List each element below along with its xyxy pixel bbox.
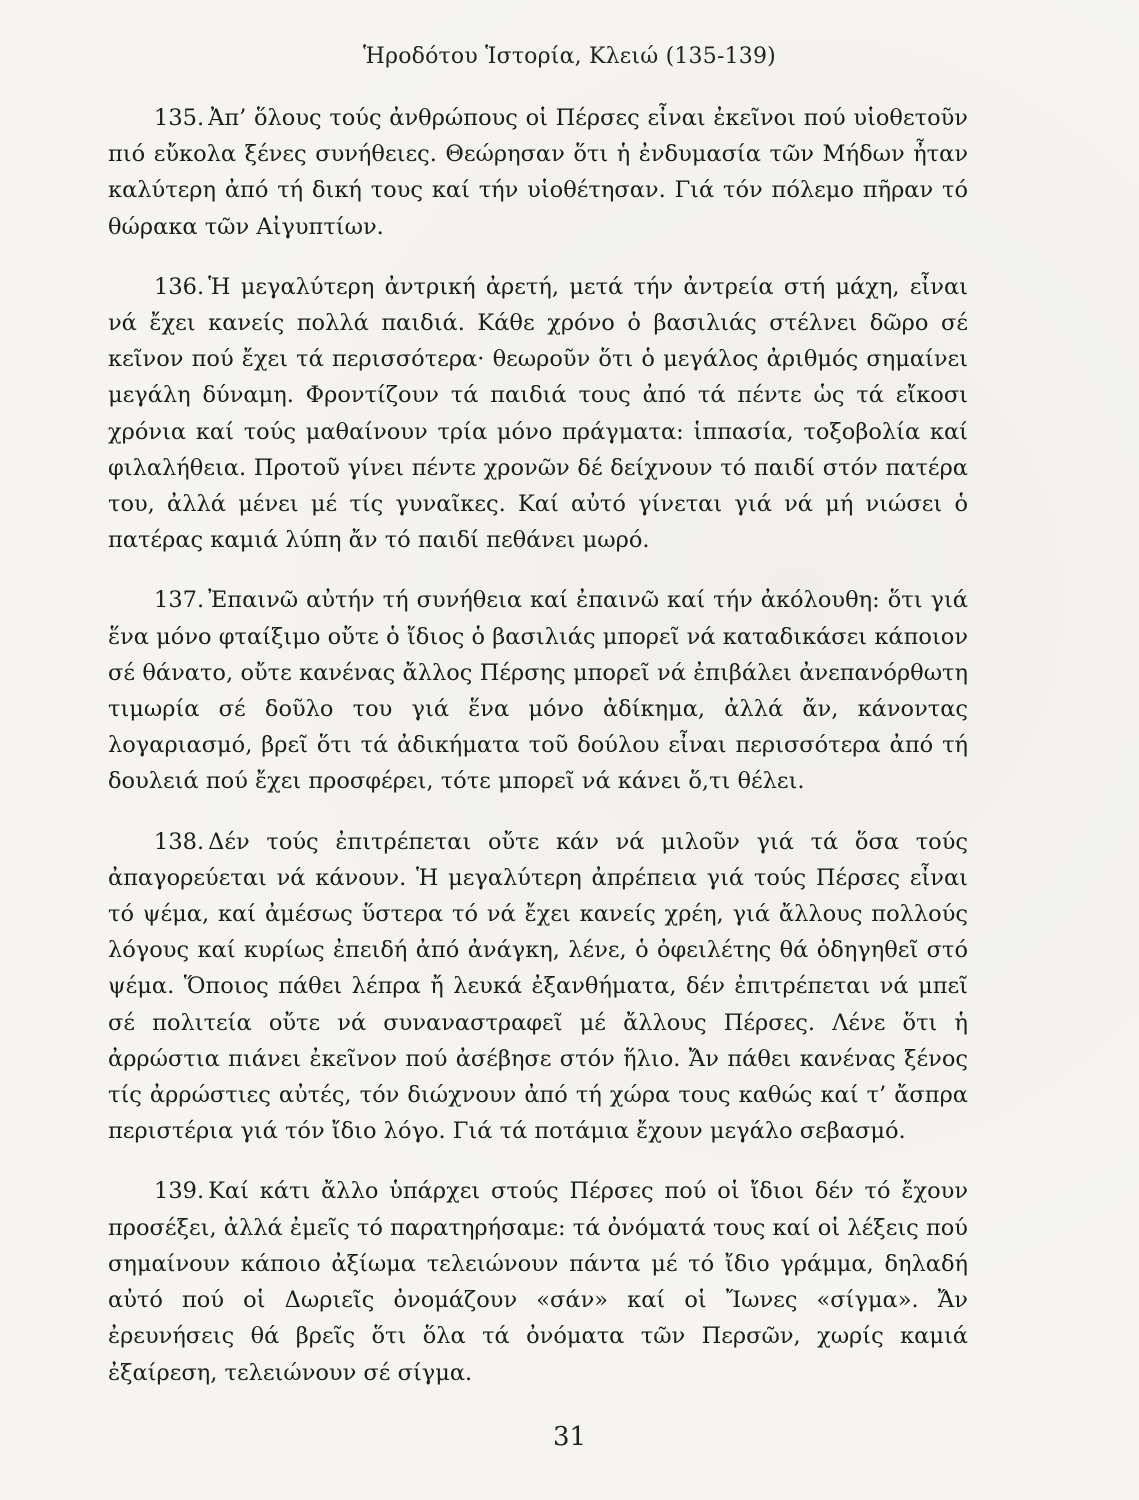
chapter-136 xyxy=(108,269,968,559)
chapter-text: Ἐπαινῶ αὐτήν τή συνήθεια καί ἐπαινῶ καί τήν ἀκόλουθη: ὅτι γιά ἕνα μόνο φταίξιμο οὔτε ὁ ἴδιος ὁ βασιλιάς μπορεῖ νά καταδικάσει κάποιον σέ θάνατο, οὔτε κανένας ἄλλος Πέρσης μπορεῖ νά ἐπιβάλει ἀνεπανόρθωτη τιμωρία σέ δοῦλο του γιά ἕνα μόνο ἀδίκημα, ἀλλά ἄν, κάνοντας λογαριασμό, βρεῖ ὅτι τά ἀδικήματα τοῦ δούλου εἶναι περισσότερα ἀπό τή δουλειά πού ἔχει προσφέρει, τότε μπορεῖ νά κάνει ὅ,τι θέλει. xyxy=(108,587,968,795)
chapter-135 xyxy=(108,100,968,245)
chapter-137 xyxy=(108,582,968,799)
running-head: Ἡροδότου Ἱστορία, Κλειώ (135-139) xyxy=(363,44,776,69)
chapter-number: 136. xyxy=(154,273,205,300)
chapter-138 xyxy=(108,824,968,1150)
chapter-139 xyxy=(108,1173,968,1390)
text-block xyxy=(108,100,968,1415)
chapter-text: Καί κάτι ἄλλο ὑπάρχει στούς Πέρσες πού οἱ ἴδιοι δέν τό ἔχουν προσέξει, ἀλλά ἐμεῖς τό παρατηρήσαμε: τά ὀνόματά τους καί οἱ λέξεις πού σημαίνουν κάποιο ἀξίωμα τελειώνουν πάντα μέ τό ἴδιο γράμμα, δηλαδή αὐτό πού οἱ Δωριεῖς ὀνομάζουν «σάν» καί οἱ Ἴωνες «σίγμα». Ἄν ἐρευνήσεις θά βρεῖς ὅτι ὅλα τά ὀνόματα τῶν Περσῶν, χωρίς καμιά ἐξαίρεση, τελειώνουν σέ σίγμα. xyxy=(108,1178,968,1386)
chapter-text: Δέν τούς ἐπιτρέπεται οὔτε κάν νά μιλοῦν γιά τά ὅσα τούς ἀπαγορεύεται νά κάνουν. Ἡ μεγαλύτερη ἀπρέπεια γιά τούς Πέρσες εἶναι τό ψέμα, καί ἀμέσως ὕστερα τό νά ἔχει κανείς χρέη, γιά ἄλλους πολλούς λόγους καί κυρίως ἐπειδή ἀπό ἀνάγκη, λένε, ὁ ὀφειλέτης θά ὁδηγηθεῖ στό ψέμα. Ὅποιος πάθει λέπρα ἤ λευκά ἐξανθήματα, δέν ἐπιτρέπεται νά μπεῖ σέ πολιτεία οὔτε νά συναναστραφεῖ μέ ἄλλους Πέρσες. Λένε ὅτι ἡ ἀρρώστια πιάνει ἐκεῖνον πού ἀσέβησε στόν ἥλιο. Ἄν πάθει κανένας ξένος τίς ἀρρώστιες αὐτές, τόν διώχνουν ἀπό τή χώρα τους καθώς καί τ’ ἄσπρα περιστέρια γιά τόν ἴδιο λόγο. Γιά τά ποτάμια ἔχουν μεγάλο σεβασμό. xyxy=(108,828,968,1145)
page-number: 31 xyxy=(552,1422,587,1452)
chapter-number: 135. xyxy=(154,105,205,131)
chapter-number: 137. xyxy=(154,587,205,614)
chapter-text: Ἀπ’ ὅλους τούς ἀνθρώπους οἱ Πέρσες εἶναι ἐκεῖνοι πού υἱοθετοῦν πιό εὔκολα ξένες συνήθειες. Θεώρησαν ὅτι ἡ ἐνδυμασία τῶν Μήδων ἦταν καλύτερη ἀπό τή δική τους καί τήν υἱοθέτησαν. Γιά τόν πόλεμο πῆραν τό θώρακα τῶν Αἰγυπτίων. xyxy=(108,105,968,240)
chapter-number: 139. xyxy=(154,1178,205,1205)
chapter-number: 138. xyxy=(154,828,205,855)
chapter-text: Ἡ μεγαλύτερη ἀντρική ἀρετή, μετά τήν ἀντρεία στή μάχη, εἶναι νά ἔχει κανείς πολλά παιδιά. Κάθε χρόνο ὁ βασιλιάς στέλνει δῶρο σέ κεῖνον πού ἔχει τά περισσότερα· θεωροῦν ὅτι ὁ μεγάλος ἀριθμός σημαίνει μεγάλη δύναμη. Φροντίζουν τά παιδιά τους ἀπό τά πέντε ὡς τά εἴκοσι χρόνια καί τούς μαθαίνουν τρία μόνο πράγματα: ἱππασία, τοξοβολία καί φιλαλήθεια. Προτοῦ γίνει πέντε χρονῶν δέ δείχνουν τό παιδί στόν πατέρα του, ἀλλά μένει μέ τίς γυναῖκες. Καί αὐτό γίνεται γιά νά μή νιώσει ὁ πατέρας καμιά λύπη ἄν τό παιδί πεθάνει μωρό. xyxy=(108,273,968,554)
